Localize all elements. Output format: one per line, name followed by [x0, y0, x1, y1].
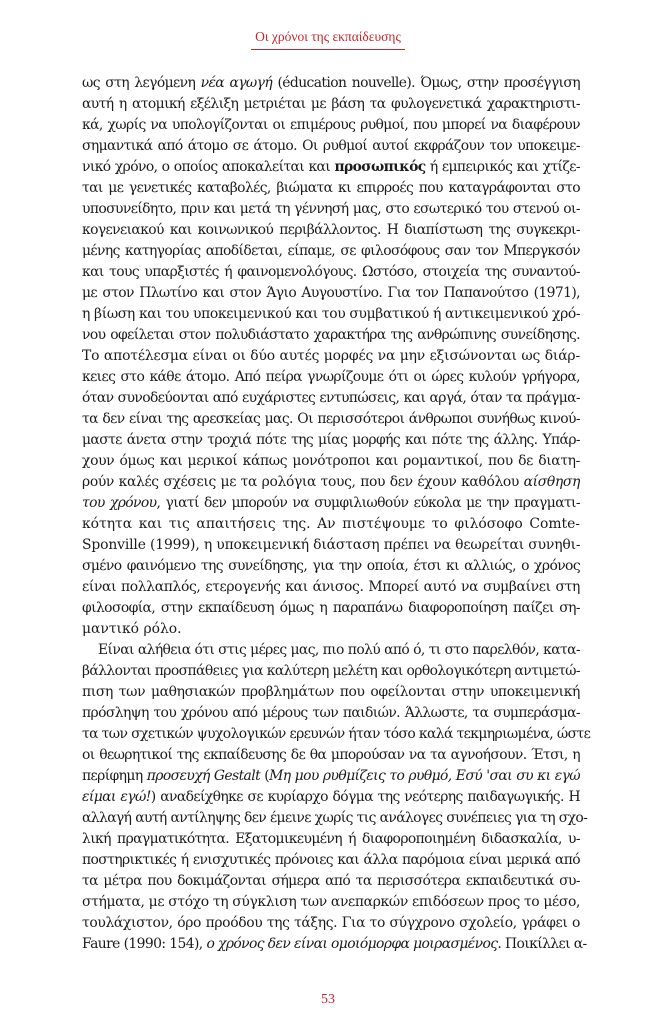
text-segment: κογενειακού και κοινωνικού περιβάλλοντος. Η διαπίστωση της συγκεκρι-: [82, 222, 580, 238]
text-segment: (éducation nouvelle). Όμως, στην προσέγγιση: [272, 75, 580, 91]
text-line: [82, 178, 580, 199]
text-line: [82, 157, 580, 178]
text-segment: νου οφείλεται στον πολυδιάστατο χαρακτήρα της ανθρώπινης συνείδησης.: [82, 327, 580, 343]
text-line: [82, 682, 580, 703]
text-segment: όταν συνοδεύονται από ευχάριστες εντυπώσεις, και αργά, όταν τα πράγμα-: [82, 390, 580, 406]
text-segment: βάλλονται προσπάθειες για καλύτερη μελέτη και ορθολογικότερη αντιμετώ-: [82, 663, 580, 679]
text-line: [82, 136, 580, 157]
body-text: [82, 73, 591, 955]
text-line: [82, 913, 580, 934]
text-line: [82, 892, 580, 913]
text-segment: οι θεωρητικοί της εκπαίδευσης δε θα μπορούσαν να τα αγνοήσουν. Έτσι, η: [82, 747, 580, 763]
text-segment: Το αποτέλεσμα είναι οι δύο αυτές μορφές να μην εξισώνονται ως διάρ-: [82, 348, 580, 364]
text-segment: περίφημη: [82, 768, 147, 784]
text-line: [82, 199, 580, 220]
text-line: [82, 451, 580, 472]
italic-text: αίσθηση: [523, 474, 580, 490]
text-segment: κειες στο κάθε άτομο. Από πείρα γνωρίζουμε ότι οι ώρες κυλούν γρήγορα,: [82, 369, 580, 385]
text-segment: (: [260, 768, 270, 784]
text-segment: με στον Πλωτίνο και στον Άγιο Αυγουστίνο. Για τον Παπανούτσο (1971),: [82, 285, 580, 301]
text-segment: σμένο φαινόμενο της συνείδησης, για την οποία, έτσι κι αλλιώς, ο χρόνος: [82, 558, 580, 574]
text-line: [82, 262, 580, 283]
text-segment: στήματα, με στόχο τη σύγκλιση των ανεπαρκών επιδόσεων προς το μέσο,: [82, 894, 581, 910]
text-line: [82, 283, 580, 304]
page-footer: [0, 988, 656, 1008]
text-segment: υποσυνείδητο, πριν και μετά τη γέννησή μας, στο εσωτερικό του στενού οι-: [82, 201, 580, 217]
text-line: [82, 115, 580, 136]
text-line: [82, 346, 580, 367]
text-line: [82, 661, 580, 682]
text-line: [82, 94, 580, 115]
text-line: [82, 430, 580, 451]
text-segment: μαστε άνετα στην τροχιά πότε της μίας μορφής και πότε της άλλης. Υπάρ-: [82, 432, 580, 448]
text-segment: τουλάχιστον, όρο προόδου της τάξης. Για το σύγχρονο σχολείο, γράφει ο: [82, 915, 580, 931]
text-segment: ως στη λεγόμενη: [82, 75, 201, 91]
text-segment: κά, χωρίς να υπολογίζονται οι επιμέρους ρυθμοί, που μπορεί να διαφέρουν: [82, 117, 580, 133]
text-line: [82, 325, 580, 346]
text-line: [82, 640, 580, 661]
text-line: [82, 703, 580, 724]
text-segment: χουν όμως και μερικοί κάπως μονότροποι και ρομαντικοί, που δε διατη-: [82, 453, 580, 469]
text-segment: φιλοσοφία, στην εκπαίδευση όμως η παραπάνω διαφοροποίηση παίζει ση-: [82, 600, 580, 616]
text-segment: Sponville (1999), η υποκειμενική διάσταση πρέπει να θεωρείται συνηθι-: [82, 537, 581, 553]
text-line: [82, 241, 580, 262]
text-line: [82, 871, 580, 892]
text-line: [82, 619, 580, 640]
page-number: 53: [321, 992, 335, 1007]
text-line: [82, 829, 580, 850]
text-segment: και τους υπαρξιστές ή φαινομενολόγους. Ωστόσο, στοιχεία της συναντού-: [82, 264, 580, 280]
text-segment: νικό χρόνο, ο οποίος αποκαλείται και: [82, 159, 335, 175]
italic-text: νέα αγωγή: [200, 75, 273, 91]
bold-text: προσωπικός: [334, 159, 426, 175]
text-segment: αυτή η ατομική εξέλιξη μετριέται με βάση τα φυλογενετικά χαρακτηριστι-: [82, 96, 580, 112]
text-segment: πρόσληψη του χρόνου από μέρους των παιδιών. Άλλωστε, τα συμπεράσμα-: [82, 705, 580, 721]
text-segment: είναι πολλαπλός, ετερογενής και άνισος. Μπορεί αυτό να συμβαίνει στη: [82, 579, 580, 595]
text-line: [82, 73, 580, 94]
text-segment: μαντικό ρόλο.: [82, 621, 182, 637]
text-line: [82, 850, 580, 871]
text-line: [82, 472, 580, 493]
text-segment: . Ποικίλλει α-: [497, 936, 587, 952]
italic-text: προσευχή Gestalt: [146, 768, 261, 784]
text-line: [82, 514, 580, 535]
italic-text: είμαι εγώ!: [82, 789, 151, 805]
text-segment: Faure (1990: 154),: [82, 936, 207, 952]
text-segment: ή εμπειρικός και χτίζε-: [425, 159, 580, 175]
text-line: [82, 934, 587, 955]
text-segment: , γιατί δεν μπορούν να συμφιλιωθούν εύκολα με την πραγματι-: [156, 495, 580, 511]
header-title: Οι χρόνοι της εκπαίδευσης: [251, 29, 405, 50]
text-line: [82, 493, 580, 514]
text-segment: μένης κατηγορίας αποδίδεται, είπαμε, σε φιλοσόφους σαν τον Μπεργκσόν: [82, 243, 580, 259]
text-segment: τα μέτρα που δοκιμάζονται σήμερα από τα περισσότερα εκπαιδευτικά συ-: [82, 873, 580, 889]
text-segment: πιση των μαθησιακών προβλημάτων που οφείλονται στην υποκειμενική: [82, 684, 580, 700]
text-segment: ) αναδείχθηκε σε κυρίαρχο δόγμα της νεότερης παιδαγωγικής. Η: [150, 789, 580, 805]
running-header: [0, 26, 656, 50]
text-line: [82, 220, 580, 241]
text-segment: λική πραγματικότητα. Εξατομικευμένη ή διαφοροποιημένη διδασκαλία, υ-: [82, 831, 580, 847]
text-line: [82, 808, 588, 829]
text-segment: αλλαγή αυτή αντίληψης δεν έμεινε χωρίς τις ανάλογες συνέπειες για τη σχο-: [82, 810, 588, 826]
text-segment: σημαντικά από άτομο σε άτομο. Οι ρυθμοί αυτοί εκφράζουν τον υποκειμε-: [82, 138, 580, 154]
text-line: [82, 598, 580, 619]
text-segment: ρούν καλές σχέσεις με τα ρολόγια τους, που δεν έχουν καθόλου: [82, 474, 524, 490]
text-line: [82, 766, 580, 787]
italic-text: Μη μου ρυθμίζεις το ρυθμό, Εσύ 'σαι συ κι εγώ: [269, 768, 580, 784]
text-line: [82, 556, 580, 577]
text-line: [82, 304, 580, 325]
text-segment: Είναι αλήθεια ότι στις μέρες μας, πιο πολύ από ό, τι στο παρελθόν, κατα-: [98, 642, 580, 658]
text-segment: η βίωση και του υποκειμενικού και του συμβατικού ή αντικειμενικού χρό-: [82, 306, 581, 322]
text-segment: κότητα και τις απαιτήσεις της. Αν πιστέψουμε το φιλόσοφο Comte-: [82, 516, 580, 532]
italic-text: του χρόνου: [82, 495, 157, 511]
text-segment: ται με γενετικές καταβολές, βιώματα κι επιρροές που καταγράφονται στο: [82, 180, 580, 196]
text-line: [82, 409, 580, 430]
text-line: [82, 724, 591, 745]
text-line: [82, 535, 580, 556]
text-line: [82, 388, 580, 409]
italic-text: ο χρόνος δεν είναι ομοιόμορφα μοιρασμένος: [206, 936, 498, 952]
text-line: [82, 367, 580, 388]
text-line: [82, 745, 580, 766]
text-line: [82, 577, 580, 598]
text-line: [82, 787, 580, 808]
text-segment: ποστηρικτικές ή ενισχυτικές πρόνοιες και άλλα παρόμοια είναι μερικά από: [82, 852, 580, 868]
text-segment: τα των σχετικών ψυχολογικών ερευνών ήταν τόσο καλά τεκμηριωμένα, ώστε: [82, 726, 591, 742]
text-segment: τα δεν είναι της αρεσκείας μας. Οι περισσότεροι άνθρωποι συνήθως κινού-: [82, 411, 580, 427]
